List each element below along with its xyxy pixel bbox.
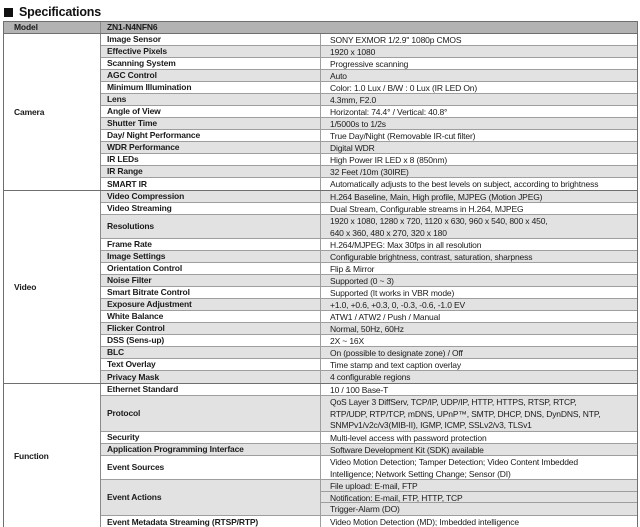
spec-row (101, 118, 637, 130)
spec-row-label: Effective Pixels (101, 46, 321, 57)
section-video (4, 191, 637, 384)
spec-value-line: Dual Stream, Configurable streams in H.264, MJPEG (330, 204, 524, 214)
spec-row-label: Lens (101, 94, 321, 105)
spec-row (101, 359, 637, 371)
spec-row-label: IR Range (101, 166, 321, 177)
spec-value-line: Notification: E-mail, FTP, HTTP, TCP (321, 492, 637, 504)
spec-row-value (321, 191, 637, 202)
spec-row (101, 46, 637, 58)
spec-row-value (321, 480, 637, 515)
spec-row-label: Security (101, 432, 321, 443)
spec-row (101, 396, 637, 432)
spec-value-line: 640 x 360, 480 x 270, 320 x 180 (330, 227, 447, 238)
section-header (0, 0, 640, 20)
spec-row-label: Protocol (101, 396, 321, 431)
spec-row-label: Shutter Time (101, 118, 321, 129)
spec-row-value (321, 58, 637, 69)
spec-sections (4, 34, 637, 527)
spec-value-line: QoS Layer 3 DiffServ, TCP/IP, UDP/IP, HTTP, HTTPS, RTSP, RTCP, (330, 397, 577, 407)
spec-value-line: True Day/Night (Removable IR-cut filter) (330, 131, 476, 141)
spec-row-value (321, 215, 637, 238)
spec-value-line: File upload: E-mail, FTP (321, 480, 637, 492)
spec-row-value (321, 251, 637, 262)
spec-value-line: 32 Feet /10m (30IRE) (330, 167, 409, 177)
section-function (4, 384, 637, 527)
spec-row-value (321, 263, 637, 274)
spec-value-line: Flip & Mirror (330, 264, 375, 274)
spec-row-label: Scanning System (101, 58, 321, 69)
spec-row-value (321, 130, 637, 141)
spec-row-label: Application Programming Interface (101, 444, 321, 455)
spec-row (101, 371, 637, 383)
spec-value-line: Supported (It works in VBR mode) (330, 288, 455, 298)
spec-row-value (321, 70, 637, 81)
spec-row (101, 516, 637, 527)
spec-value-line: H.264 Baseline, Main, High profile, MJPEG (Motion JPEG) (330, 192, 543, 202)
spec-row-label: SMART IR (101, 178, 321, 190)
spec-row (101, 263, 637, 275)
model-value: ZN1-N4NFN6 (107, 22, 158, 32)
spec-value-line: SNMPv1/v2c/v3(MIB-II), IGMP, ICMP, SSLv2/v3, TLSv1 (330, 420, 532, 431)
spec-row (101, 299, 637, 311)
square-bullet-icon (4, 8, 13, 17)
spec-row-value (321, 323, 637, 334)
spec-value-line: Time stamp and text caption overlay (330, 360, 461, 370)
spec-row-label: Event Metadata Streaming (RTSP/RTP) (101, 516, 321, 527)
spec-row-label: Image Settings (101, 251, 321, 262)
spec-row-value (321, 287, 637, 298)
spec-row-value (321, 371, 637, 383)
spec-row (101, 251, 637, 263)
spec-row (101, 34, 637, 46)
spec-row (101, 130, 637, 142)
spec-row-value (321, 154, 637, 165)
section-label: Video (4, 191, 101, 383)
spec-row (101, 432, 637, 444)
spec-row-label: IR LEDs (101, 154, 321, 165)
spec-row-value (321, 94, 637, 105)
spec-row-label: Image Sensor (101, 34, 321, 45)
spec-row-value (321, 432, 637, 443)
spec-row (101, 166, 637, 178)
spec-row (101, 275, 637, 287)
spec-row-label: Privacy Mask (101, 371, 321, 383)
section-rows (101, 34, 637, 190)
spec-value-line: Supported (0 ~ 3) (330, 276, 394, 286)
spec-row-label: Resolutions (101, 215, 321, 238)
spec-row-label: Ethernet Standard (101, 384, 321, 395)
spec-row (101, 480, 637, 516)
spec-row-label: Event Actions (101, 480, 321, 515)
spec-value-line: 1/5000s to 1/2s (330, 119, 386, 129)
spec-row (101, 384, 637, 396)
spec-row (101, 239, 637, 251)
spec-value-line: Horizontal: 74.4° / Vertical: 40.8° (330, 107, 448, 117)
spec-row-value (321, 82, 637, 93)
spec-row-label: Video Streaming (101, 203, 321, 214)
spec-row (101, 154, 637, 166)
spec-row-label: Exposure Adjustment (101, 299, 321, 310)
spec-row-label: DSS (Sens-up) (101, 335, 321, 346)
section-label: Function (4, 384, 101, 527)
spec-value-line: H.264/MJPEG: Max 30fps in all resolution (330, 240, 482, 250)
spec-row-label: Day/ Night Performance (101, 130, 321, 141)
spec-value-line: +1.0, +0.6, +0.3, 0, -0.3, -0.6, -1.0 EV (330, 300, 466, 310)
spec-row-value (321, 118, 637, 129)
spec-row-value (321, 166, 637, 177)
spec-row-label: Text Overlay (101, 359, 321, 370)
spec-value-line: 4 configurable regions (330, 372, 411, 382)
page-title: Specifications (19, 5, 101, 19)
spec-row (101, 106, 637, 118)
spec-value-line: 4.3mm, F2.0 (330, 95, 377, 105)
spec-row-value (321, 396, 637, 431)
spec-row-value (321, 142, 637, 153)
model-label: Model (4, 22, 101, 33)
spec-row-label: Frame Rate (101, 239, 321, 250)
spec-row-value (321, 239, 637, 250)
spec-row (101, 94, 637, 106)
spec-row-value (321, 516, 637, 527)
spec-row (101, 323, 637, 335)
spec-row-value (321, 275, 637, 286)
spec-row-value (321, 106, 637, 117)
spec-row (101, 58, 637, 70)
spec-value-line: Trigger-Alarm (DO) (330, 504, 400, 515)
spec-row (101, 82, 637, 94)
section-camera (4, 34, 637, 191)
spec-row-label: BLC (101, 347, 321, 358)
spec-row-value (321, 444, 637, 455)
spec-row-label: Event Sources (101, 456, 321, 479)
spec-row (101, 178, 637, 190)
spec-row-value (321, 335, 637, 346)
spec-row-value (321, 299, 637, 310)
spec-row (101, 287, 637, 299)
spec-row-label: Orientation Control (101, 263, 321, 274)
section-rows (101, 191, 637, 383)
spec-row-label: WDR Performance (101, 142, 321, 153)
spec-row (101, 456, 637, 480)
spec-value-line: Configurable brightness, contrast, saturation, sharpness (330, 252, 533, 262)
spec-row (101, 311, 637, 323)
spec-value-line: On (possible to designate zone) / Off (330, 348, 463, 358)
spec-value-line: ATW1 / ATW2 / Push / Manual (330, 312, 440, 322)
spec-value-line: Software Development Kit (SDK) available (330, 445, 484, 455)
spec-row-value (321, 359, 637, 370)
spec-row (101, 347, 637, 359)
spec-row-label: AGC Control (101, 70, 321, 81)
spec-row-label: Minimum Illumination (101, 82, 321, 93)
spec-value-line: Automatically adjusts to the best levels on subject, according to brightness (330, 179, 599, 189)
spec-value-line: High Power IR LED x 8 (850nm) (330, 155, 448, 165)
spec-value-line: Color: 1.0 Lux / B/W : 0 Lux (IR LED On) (330, 83, 478, 93)
spec-row-label: Noise Filter (101, 275, 321, 286)
spec-row-label: White Balance (101, 311, 321, 322)
spec-row-value (321, 347, 637, 358)
spec-row-label: Angle of View (101, 106, 321, 117)
spec-row-value (321, 178, 637, 190)
spec-row-value (321, 456, 637, 479)
spec-row-value (321, 46, 637, 57)
spec-row (101, 335, 637, 347)
model-row (4, 22, 637, 34)
spec-row-label: Video Compression (101, 191, 321, 202)
spec-value-line: 10 / 100 Base-T (330, 385, 389, 395)
spec-value-line: 1920 x 1080 (330, 47, 376, 57)
spec-value-line: Video Motion Detection (MD); Imbedded intelligence (330, 517, 519, 527)
spec-value-line: Progressive scanning (330, 59, 409, 69)
spec-row-label: Smart Bitrate Control (101, 287, 321, 298)
spec-row (101, 191, 637, 203)
spec-value-line: Digital WDR (330, 143, 375, 153)
spec-value-line: Video Motion Detection; Tamper Detection; Video Content Imbedded (330, 457, 578, 467)
spec-row-label: Flicker Control (101, 323, 321, 334)
spec-row (101, 70, 637, 82)
spec-row-value (321, 34, 637, 45)
section-label: Camera (4, 34, 101, 190)
spec-value-line: Intelligence; Network Setting Change; Sensor (DI) (330, 468, 511, 479)
spec-row-value (321, 384, 637, 395)
specifications-table (3, 21, 638, 527)
spec-value-line: SONY EXMOR 1/2.9" 1080p CMOS (330, 35, 462, 45)
spec-row-value (321, 203, 637, 214)
spec-row (101, 444, 637, 456)
section-rows (101, 384, 637, 527)
spec-value-line: Multi-level access with password protection (330, 433, 487, 443)
spec-value-line: 2X ~ 16X (330, 336, 365, 346)
spec-row (101, 142, 637, 154)
spec-row-value (321, 311, 637, 322)
spec-row (101, 215, 637, 239)
spec-value-line: Auto (330, 71, 347, 81)
spec-row (101, 203, 637, 215)
spec-value-line: Normal, 50Hz, 60Hz (330, 324, 404, 334)
spec-value-line: RTP/UDP, RTP/TCP, mDNS, UPnP™, SMTP, DHCP, DNS, DynDNS, NTP, (330, 408, 601, 419)
spec-value-line: 1920 x 1080, 1280 x 720, 1120 x 630, 960 x 540, 800 x 450, (330, 216, 548, 226)
